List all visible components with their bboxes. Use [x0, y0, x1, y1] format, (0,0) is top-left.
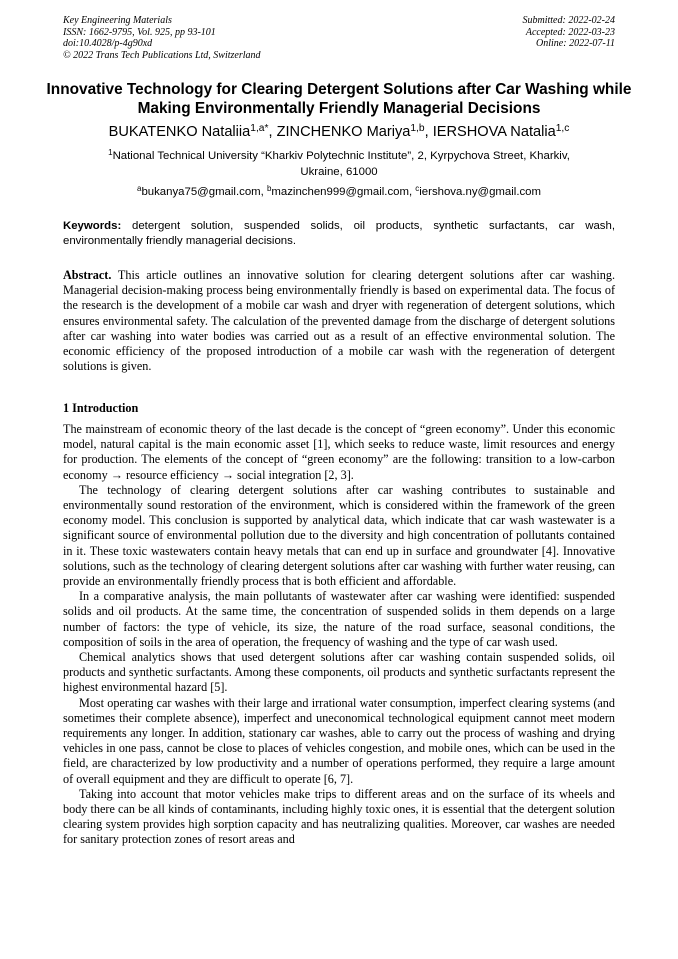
keywords-label: Keywords: [63, 220, 122, 232]
author-affiliation-mark: 1,a* [250, 123, 269, 135]
paragraph: The technology of clearing detergent solutions after car washing contributes to sustainable and environmentally sound restoration of the environment, which is considered within the framework of the green economy model. This conclusion is supported by analytical data, which indicate that car wash wastewater is a significant source of environmental pollution due to the diversity and high concentration of pollutants contained in it. These toxic wastewaters contain heavy metals that can end up in surface and groundwater [4]. Innovative solutions, such as the technology of clearing detergent solutions after car washing with further water reusing, can provide an environmentally friendly process that is both efficient and affordable. [63, 482, 615, 589]
keywords-text: detergent solution, suspended solids, oil products, synthetic surfactants, car wash, environmentally friendly managerial decisions. [63, 220, 615, 247]
email-list [40, 185, 638, 200]
paper-title: Innovative Technology for Clearing Detergent Solutions after Car Washing while Making Environmentally Friendly Managerial Decisions [46, 81, 632, 117]
doi-line: doi:10.4028/p-4g90xd [63, 38, 153, 49]
online-date: Online: 2022-07-11 [536, 38, 615, 49]
email-mark: b [266, 184, 272, 194]
paragraph: Chemical analytics shows that used detergent solutions after car washing contain suspended solids, oil products and synthetic surfactants. Among these components, oil products and synthetic surfactants represent the highest environmental hazard [5]. [63, 650, 615, 695]
author-name: BUKATENKO Nataliia [108, 124, 251, 140]
abstract-text: This article outlines an innovative solution for clearing detergent solutions after car washing. Managerial decision-making process being environmentally friendly is based on experimental data. The focus of the research is the development of a mobile car wash and dryer with regeneration of detergent solutions, which ensures environmental safety. The calculation of the prevented damage from the discharge of detergent solutions after car washing into water bodies was carried out as a result of an effective environmental solution. The economic efficiency of the proposed introduction of a mobile car wash with the regeneration of detergent solutions is given. [63, 268, 615, 374]
journal-header-right [523, 15, 616, 50]
paragraph: In a comparative analysis, the main pollutants of wastewater after car washing were identified: suspended solids and oil products. At the same time, the concentration of suspended solids in them depends on a large number of factors: the type of vehicle, its size, the nature of the road surface, seasonal conditions, the composition of soils in the area of operation, the frequency of washing and the type of car wash used. [63, 589, 615, 649]
author-list [40, 123, 638, 141]
author-affiliation-mark: 1,c [555, 123, 570, 135]
email-address: bukanya75@gmail.com, [141, 186, 267, 198]
affiliation-text: National Technical University “Kharkiv Polytechnic Institute”, 2, Kyrpychova Street, Kharkiv, Ukraine, 61000 [112, 150, 570, 178]
introduction-body [63, 422, 615, 848]
affiliation [90, 149, 588, 180]
author-name: IERSHOVA Natalia [432, 124, 556, 140]
email-mark: a [137, 184, 142, 194]
section-heading: 1 Introduction [63, 401, 139, 415]
paragraph: Taking into account that motor vehicles make trips to different areas and on the surface of its wheels and body there can be all kinds of contaminants, including highly toxic ones, it is essential that the detergent solution clearing system provides high sorption capacity and has neutralizing qualities. Moreover, car washes are needed for sanitary protection zones of resort areas and [63, 786, 615, 847]
author-separator: , [424, 124, 433, 140]
author-separator: , [268, 124, 277, 140]
journal-header-left [63, 15, 261, 61]
paragraph: The mainstream of economic theory of the last decade is the concept of “green economy”. Under this economic model, natural capital is the main economic asset [1], which seeks to reduce waste, limit resources and energy for production. The elements of the concept of “green economy” are the following: transition to a low-carbon economy → resource efficiency → social integration [2, 3]. [63, 422, 615, 482]
abstract-block [63, 268, 615, 374]
journal-name: Key Engineering Materials [63, 15, 172, 26]
email-address: mazinchen999@gmail.com, [271, 186, 416, 198]
keywords-block [63, 219, 615, 248]
abstract-label: Abstract. [63, 268, 112, 282]
issn-line: ISSN: 1662-9795, Vol. 925, pp 93-101 [63, 26, 216, 38]
accepted-date: Accepted: 2022-03-23 [525, 26, 615, 38]
author-affiliation-mark: 1,b [410, 123, 425, 135]
submitted-date: Submitted: 2022-02-24 [522, 15, 615, 26]
author-name: ZINCHENKO Mariya [276, 124, 411, 140]
paragraph: Most operating car washes with their large and irrational water consumption, imperfect clearing systems (and sometimes their complete absence), imperfect and uneconomical technological equipment cannot meet modern requirements any longer. In addition, stationary car washes, able to carry out the process of washing and drying vehicles in one pass, cannot be close to places of vehicles congestion, and mobile ones, which can be used in the field, are characterized by low productivity and a number of operations performed, they require a large amount of overall equipment and they are difficult to operate [6, 7]. [63, 695, 615, 786]
copyright-line: © 2022 Trans Tech Publications Ltd, Switzerland [63, 49, 261, 61]
affiliation-mark: 1 [108, 148, 113, 158]
email-address: iershova.ny@gmail.com [419, 186, 541, 198]
email-mark: c [415, 184, 420, 194]
